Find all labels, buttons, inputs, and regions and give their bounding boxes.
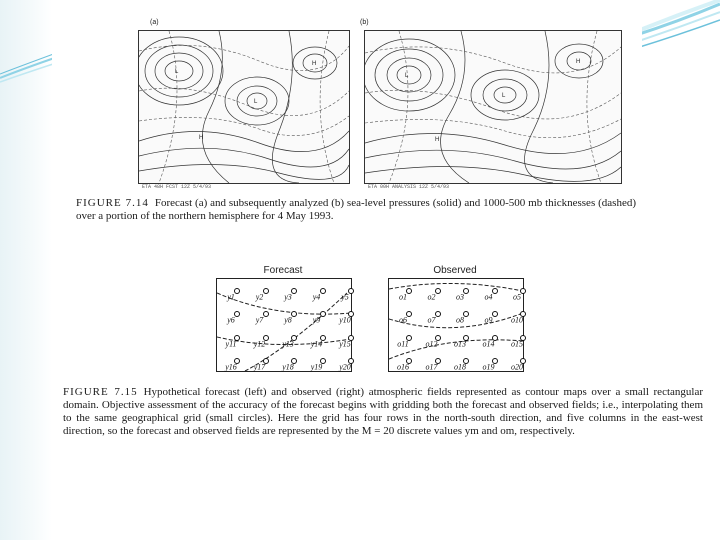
observed-cell-label: o8 — [456, 315, 464, 325]
map-a-footer: ETA 48H FCST 12Z 5/4/93 — [142, 184, 212, 190]
figure-7-15-caption — [63, 386, 703, 438]
forecast-map-contours — [139, 31, 349, 183]
svg-text:L: L — [175, 69, 179, 75]
forecast-grid — [216, 278, 352, 372]
forecast-cell-label: y17 — [253, 362, 266, 372]
svg-text:H: H — [199, 135, 204, 141]
observed-map-contours — [365, 31, 621, 183]
figure-7-14-name: FIGURE 7.14 — [76, 197, 149, 209]
map-b-label: (b) — [360, 19, 369, 26]
textbook-page — [52, 0, 703, 540]
svg-text:L: L — [502, 93, 506, 99]
observed-cell-label: o14 — [482, 339, 495, 349]
forecast-cell-label: y4 — [312, 292, 321, 302]
observed-cell-label: o12 — [425, 339, 438, 349]
forecast-cell-label: y11 — [225, 339, 237, 349]
svg-text:H: H — [312, 61, 317, 67]
forecast-cell-label: y3 — [284, 292, 292, 302]
observed-cell-label: o18 — [454, 362, 466, 372]
observed-cell-label: o15 — [511, 339, 523, 349]
observed-cell-label: o16 — [397, 362, 409, 372]
observed-cell-label: o5 — [513, 292, 521, 302]
forecast-cell-label: y12 — [253, 339, 266, 349]
observed-cell-label: o9 — [484, 315, 493, 325]
observed-cell-label: o11 — [397, 339, 409, 349]
figure-7-15-name: FIGURE 7.15 — [63, 386, 138, 398]
forecast-cell-label: y6 — [227, 315, 235, 325]
observed-cell-label: o19 — [482, 362, 495, 372]
svg-text:H: H — [435, 137, 440, 143]
forecast-cell-label: y10 — [339, 315, 351, 325]
observed-cell-label: o17 — [425, 362, 438, 372]
observed-cell-label: o20 — [511, 362, 523, 372]
forecast-grid-title: Forecast — [263, 265, 303, 276]
forecast-cell-label: y5 — [341, 292, 349, 302]
observed-grid — [388, 278, 524, 372]
map-a-label: (a) — [150, 19, 159, 26]
figure-7-15-text: Hypothetical forecast (left) and observed (right) atmospheric fields represented as contour maps over a small rectangular domain. Objective assessment of the accuracy of the forecast begins with gridding both the forecast and observed fields; i.e., interpolating them to the same geographical grid (small circles). Here the grid has four rows in the north-south direction, and five columns in the east-west direction, so the forecast and observed fields are represented by the M = 20 discrete values ym and om, respectively. — [63, 386, 703, 437]
forecast-cell-label: y14 — [310, 339, 323, 349]
forecast-cell-label: y1 — [227, 292, 235, 302]
svg-text:H: H — [576, 59, 581, 65]
observed-cell-label: o13 — [454, 339, 466, 349]
forecast-cell-label: y20 — [339, 362, 351, 372]
slide-left-gutter — [0, 0, 52, 540]
forecast-pressure-map — [138, 30, 350, 184]
forecast-cell-label: y9 — [312, 315, 321, 325]
observed-cell-label: o6 — [399, 315, 407, 325]
observed-cell-label: o2 — [427, 292, 436, 302]
figure-7-14-text: Forecast (a) and subsequently analyzed (b) sea-level pressures (solid) and 1000-500 mb thicknesses (dashed) over a portion of the northern hemisphere for 4 May 1993. — [76, 197, 636, 222]
observed-pressure-map — [364, 30, 622, 184]
forecast-cell-label: y8 — [284, 315, 292, 325]
svg-text:L: L — [405, 73, 409, 79]
observed-cell-label: o1 — [399, 292, 407, 302]
observed-cell-label: o10 — [511, 315, 523, 325]
map-b-footer: ETA 00H ANALYSIS 12Z 5/4/93 — [368, 184, 450, 190]
figure-7-14-caption — [76, 197, 636, 223]
forecast-cell-label: y19 — [310, 362, 323, 372]
observed-grid-title: Observed — [433, 265, 477, 276]
observed-cell-label: o7 — [427, 315, 436, 325]
svg-text:L: L — [254, 99, 258, 105]
forecast-cell-label: y13 — [282, 339, 294, 349]
forecast-cell-label: y2 — [255, 292, 264, 302]
forecast-cell-label: y7 — [255, 315, 264, 325]
forecast-cell-label: y16 — [225, 362, 237, 372]
observed-cell-label: o4 — [484, 292, 493, 302]
forecast-cell-label: y18 — [282, 362, 294, 372]
forecast-cell-label: y15 — [339, 339, 351, 349]
observed-cell-label: o3 — [456, 292, 464, 302]
